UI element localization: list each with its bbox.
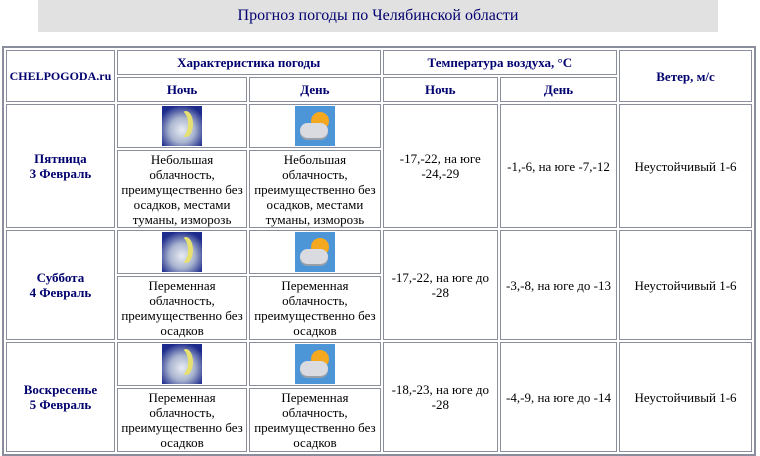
day-name: Воскресенье bbox=[23, 382, 98, 397]
temp-day: -1,-6, на юге -7,-12 bbox=[500, 104, 617, 228]
day-icon-cell bbox=[249, 104, 380, 148]
sun-cloud-icon bbox=[295, 232, 335, 272]
night-icon-cell bbox=[117, 104, 247, 148]
moon-cloud-icon bbox=[162, 232, 202, 272]
temp-night: -18,-23, на юге до -28 bbox=[383, 342, 498, 452]
day-cell bbox=[6, 230, 115, 340]
day-date: 3 Февраль bbox=[29, 166, 92, 181]
day-icon-cell bbox=[249, 230, 380, 274]
day-cell bbox=[6, 342, 115, 452]
day-name: Пятница bbox=[34, 151, 87, 166]
temp-night-header: Ночь bbox=[383, 77, 498, 102]
wind: Неустойчивый 1-6 bbox=[619, 104, 752, 228]
char-night-header: Ночь bbox=[117, 77, 247, 102]
day-description: Небольшая облачность, преимущественно без осадков, местами туманы, изморозь bbox=[249, 150, 380, 228]
forecast-table bbox=[2, 46, 756, 456]
page-title: Прогноз погоды по Челябинской области bbox=[38, 0, 718, 32]
day-cell bbox=[6, 104, 115, 228]
day-date: 5 Февраль bbox=[29, 397, 92, 412]
temp-day: -4,-9, на юге до -14 bbox=[500, 342, 617, 452]
night-icon-cell bbox=[117, 230, 247, 274]
temperature-header: Температура воздуха, °C bbox=[383, 50, 617, 75]
forecast-row bbox=[6, 104, 752, 148]
night-description: Переменная облачность, преимущественно без осадков bbox=[117, 276, 247, 340]
wind: Неустойчивый 1-6 bbox=[619, 230, 752, 340]
day-name: Суббота bbox=[36, 270, 85, 285]
day-date: 4 Февраль bbox=[29, 285, 92, 300]
day-description: Переменная облачность, преимущественно без осадков bbox=[249, 388, 380, 452]
moon-cloud-icon bbox=[162, 106, 202, 146]
sun-cloud-icon bbox=[295, 344, 335, 384]
char-day-header: День bbox=[249, 77, 380, 102]
day-icon-cell bbox=[249, 342, 380, 386]
characteristics-header: Характеристика погоды bbox=[117, 50, 381, 75]
moon-cloud-icon bbox=[162, 344, 202, 384]
night-icon-cell bbox=[117, 342, 247, 386]
wind-header: Ветер, м/с bbox=[619, 50, 752, 102]
day-description: Переменная облачность, преимущественно без осадков bbox=[249, 276, 380, 340]
forecast-row bbox=[6, 230, 752, 274]
night-description: Переменная облачность, преимущественно без осадков bbox=[117, 388, 247, 452]
night-description: Небольшая облачность, преимущественно без осадков, местами туманы, изморозь bbox=[117, 150, 247, 228]
site-name: CHELPOGODA.ru bbox=[6, 50, 115, 102]
forecast-row bbox=[6, 342, 752, 386]
temp-night: -17,-22, на юге -24,-29 bbox=[383, 104, 498, 228]
temp-day: -3,-8, на юге до -13 bbox=[500, 230, 617, 340]
temp-night: -17,-22, на юге до -28 bbox=[383, 230, 498, 340]
sun-cloud-icon bbox=[295, 106, 335, 146]
wind: Неустойчивый 1-6 bbox=[619, 342, 752, 452]
temp-day-header: День bbox=[500, 77, 617, 102]
